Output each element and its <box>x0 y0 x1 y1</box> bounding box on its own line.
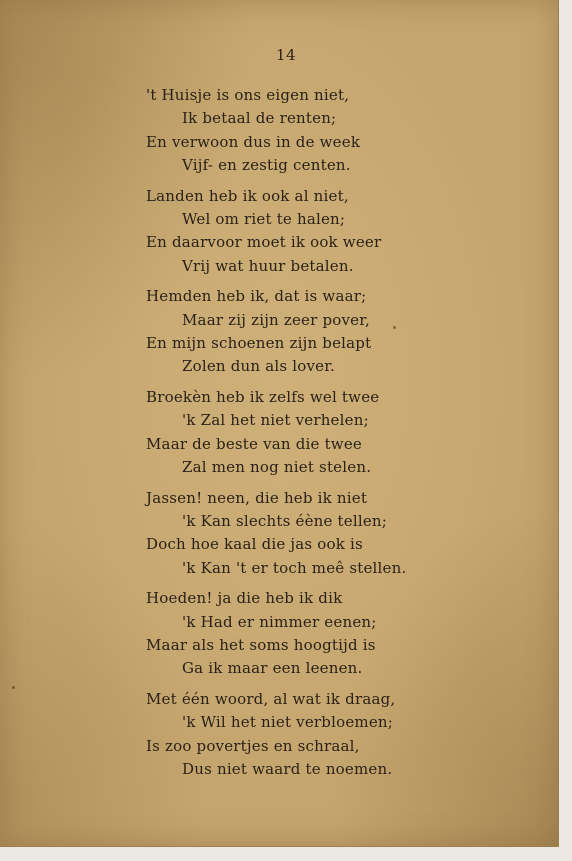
poem-line: Hoeden! ja die heb ik dik <box>146 589 343 608</box>
poem-line: Broekèn heb ik zelfs wel twee <box>146 387 380 406</box>
poem-line: Dus niet waard te noemen. <box>182 759 393 778</box>
page-number: 14 <box>275 46 297 64</box>
poem-line: Met één woord, al wat ik draag, <box>146 689 396 708</box>
poem-line: 'k Kan slechts éène tellen; <box>182 511 388 530</box>
stanza <box>146 688 446 782</box>
poem-line: En mijn schoenen zijn belapt <box>146 334 372 353</box>
paper-speck <box>12 686 15 689</box>
stanza <box>146 185 446 279</box>
poem-line: 't Huisje is ons eigen niet, <box>146 86 350 104</box>
poem-line: Vrij wat huur betalen. <box>182 256 354 275</box>
poem-line: 'k Had er nimmer eenen; <box>182 612 377 631</box>
stanza <box>146 285 446 379</box>
poem-line: 'k Zal het niet verhelen; <box>182 411 369 430</box>
poem-line: Zal men nog niet stelen. <box>182 458 372 477</box>
poem-line: Maar als het soms hoogtijd is <box>146 635 376 654</box>
poem-line: Jassen! neen, die heb ik niet <box>146 488 368 507</box>
poem-line: Ik betaal de renten; <box>182 109 337 128</box>
poem-line: 'k Wil het niet verbloemen; <box>182 713 394 732</box>
stanza <box>146 587 446 681</box>
poem-line: En daarvoor moet ik ook weer <box>146 233 382 252</box>
paper-speck <box>393 326 396 329</box>
stanza <box>146 386 446 480</box>
poem-line: Maar de beste van die twee <box>146 434 362 453</box>
poem-line: Is zoo povertjes en schraal, <box>146 736 360 755</box>
poem-line: 'k Kan 't er toch meê stellen. <box>182 558 407 577</box>
poem-line: Zolen dun als lover. <box>182 357 335 376</box>
poem-line: Wel om riet te halen; <box>182 210 346 229</box>
poem-line: En verwoon dus in de week <box>146 132 361 151</box>
poem-line: Maar zij zijn zeer pover, <box>182 310 370 329</box>
stanza <box>146 487 446 581</box>
poem-line: Landen heb ik ook al niet, <box>146 186 349 205</box>
poem-line: Hemden heb ik, dat is waar; <box>146 287 367 306</box>
poem-line: Doch hoe kaal die jas ook is <box>146 535 363 554</box>
stanza <box>146 84 446 178</box>
poem-line: Ga ik maar een leenen. <box>182 659 363 678</box>
poem <box>146 84 446 788</box>
poem-line: Vijf- en zestig centen. <box>182 156 351 175</box>
